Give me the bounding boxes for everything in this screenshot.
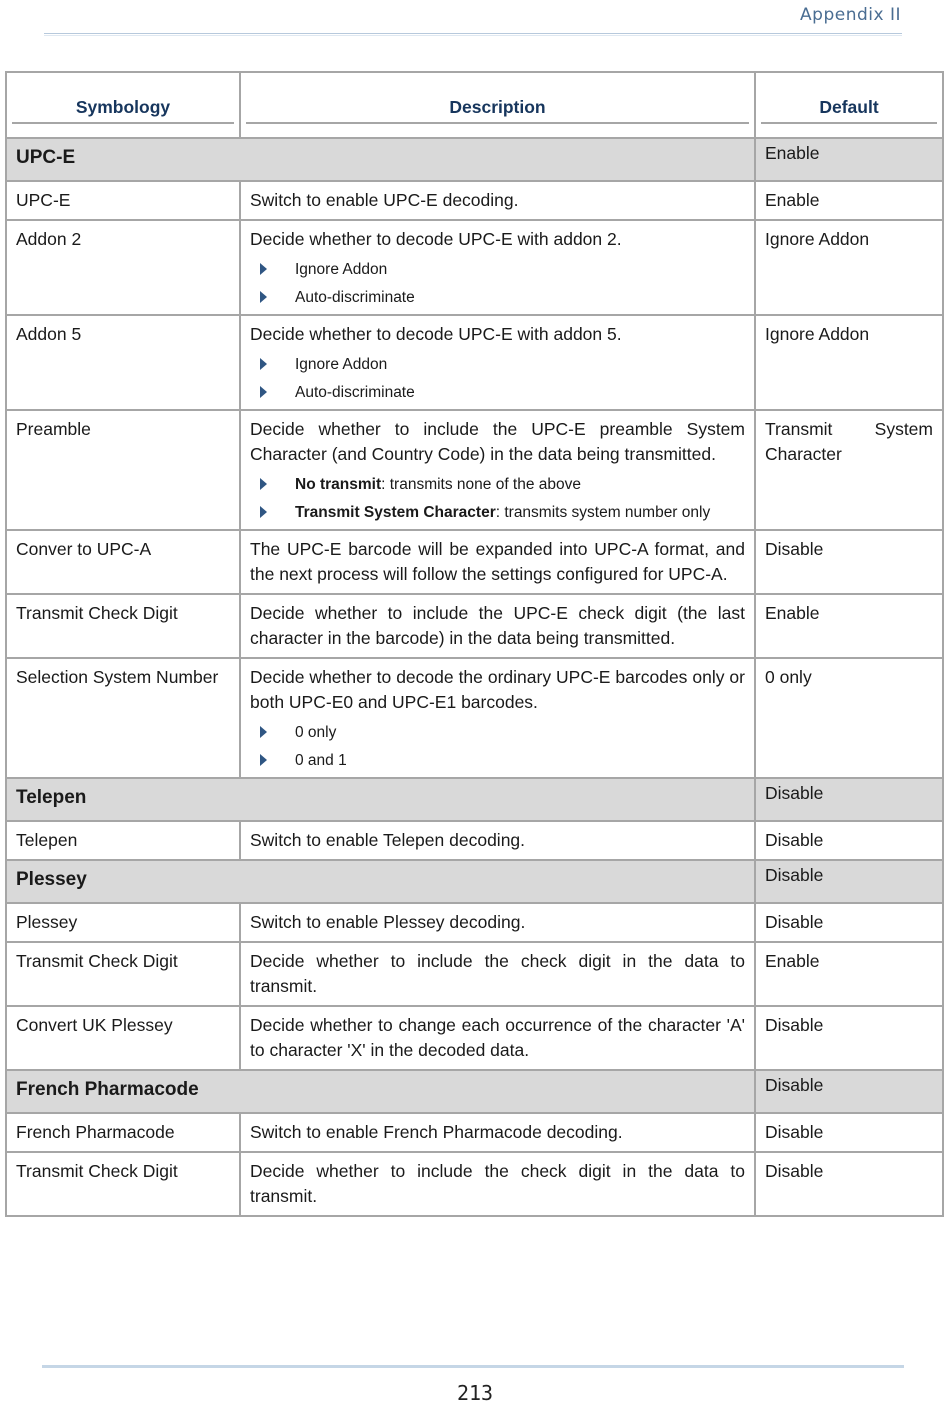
table-row (6, 530, 943, 594)
symbology-cell: French Pharmacode (6, 1113, 240, 1152)
symbology-cell: Transmit Check Digit (6, 1152, 240, 1216)
default-cell: Enable (755, 942, 943, 1006)
description-text: Decide whether to decode the ordinary UPC-E barcodes only or both UPC-E0 and UPC-E1 barcodes. (250, 667, 745, 712)
option-item: Auto-discriminate (250, 383, 745, 403)
table-row (6, 594, 943, 658)
group-name: UPC-E (6, 138, 755, 181)
default-cell: Disable (755, 1113, 943, 1152)
bullet-triangle-icon (260, 726, 267, 738)
table-row (6, 1113, 943, 1152)
description-cell (240, 410, 755, 530)
group-default: Disable (755, 860, 943, 903)
description-text: Decide whether to decode UPC-E with addon 2. (250, 229, 622, 249)
symbology-cell: Convert UK Plessey (6, 1006, 240, 1070)
group-row-plessey (6, 860, 943, 903)
symbology-cell: Transmit Check Digit (6, 942, 240, 1006)
table-row (6, 181, 943, 220)
symbology-cell: Conver to UPC-A (6, 530, 240, 594)
symbology-cell: Addon 2 (6, 220, 240, 315)
description-cell (240, 315, 755, 410)
table-row (6, 1006, 943, 1070)
description-cell: Decide whether to change each occurrence of the character 'A' to character 'X' in the decoded data. (240, 1006, 755, 1070)
bullet-triangle-icon (260, 386, 267, 398)
header-symbology: Symbology (6, 72, 240, 138)
table-row (6, 903, 943, 942)
description-cell: Decide whether to include the check digit in the data to transmit. (240, 1152, 755, 1216)
section-header: Appendix II (800, 5, 901, 25)
group-name: Telepen (6, 778, 755, 821)
bullet-triangle-icon (260, 478, 267, 490)
description-cell: Switch to enable French Pharmacode decoding. (240, 1113, 755, 1152)
option-item: No transmit: transmits none of the above (250, 475, 745, 495)
symbology-cell: UPC-E (6, 181, 240, 220)
header-default: Default (755, 72, 943, 138)
option-item: Ignore Addon (250, 260, 745, 280)
symbology-cell: Selection System Number (6, 658, 240, 778)
default-cell: Disable (755, 1152, 943, 1216)
default-cell: Disable (755, 530, 943, 594)
default-cell: Disable (755, 821, 943, 860)
description-cell: Switch to enable Telepen decoding. (240, 821, 755, 860)
table-row (6, 821, 943, 860)
table-row (6, 220, 943, 315)
default-cell: Ignore Addon (755, 315, 943, 410)
symbology-cell: Preamble (6, 410, 240, 530)
option-item: Ignore Addon (250, 355, 745, 375)
default-cell: Disable (755, 903, 943, 942)
option-item: Transmit System Character: transmits system number only (250, 503, 745, 523)
bullet-triangle-icon (260, 358, 267, 370)
option-item: 0 and 1 (250, 751, 745, 771)
bullet-triangle-icon (260, 263, 267, 275)
footer-rule (42, 1365, 904, 1368)
default-cell: Disable (755, 1006, 943, 1070)
description-cell (240, 658, 755, 778)
header-description: Description (240, 72, 755, 138)
description-cell: Switch to enable Plessey decoding. (240, 903, 755, 942)
symbology-cell: Telepen (6, 821, 240, 860)
description-text: Decide whether to include the UPC-E preamble System Character (and Country Code) in the data being transmitted. (250, 419, 745, 464)
description-cell: Switch to enable UPC-E decoding. (240, 181, 755, 220)
symbology-cell: Addon 5 (6, 315, 240, 410)
description-cell (240, 220, 755, 315)
option-item: Auto-discriminate (250, 288, 745, 308)
description-cell: Decide whether to include the UPC-E check digit (the last character in the barcode) in the data being transmitted. (240, 594, 755, 658)
symbology-table (5, 71, 944, 1217)
bullet-triangle-icon (260, 754, 267, 766)
group-row-upce (6, 138, 943, 181)
group-row-french-pharmacode (6, 1070, 943, 1113)
default-cell: Enable (755, 181, 943, 220)
default-cell: 0 only (755, 658, 943, 778)
default-cell: Enable (755, 594, 943, 658)
default-cell: Transmit System Character (755, 410, 943, 530)
symbology-cell: Plessey (6, 903, 240, 942)
table-row (6, 1152, 943, 1216)
page-number: 213 (456, 1381, 494, 1405)
symbology-cell: Transmit Check Digit (6, 594, 240, 658)
table-header-row (6, 72, 943, 138)
description-cell: The UPC-E barcode will be expanded into UPC-A format, and the next process will follow the settings configured for UPC-A. (240, 530, 755, 594)
description-text: Decide whether to decode UPC-E with addon 5. (250, 324, 622, 344)
group-row-telepen (6, 778, 943, 821)
header-rule (44, 33, 902, 36)
table-row (6, 942, 943, 1006)
table-row (6, 315, 943, 410)
group-default: Disable (755, 1070, 943, 1113)
bullet-triangle-icon (260, 291, 267, 303)
table-row (6, 410, 943, 530)
group-name: French Pharmacode (6, 1070, 755, 1113)
default-cell: Ignore Addon (755, 220, 943, 315)
group-name: Plessey (6, 860, 755, 903)
description-cell: Decide whether to include the check digit in the data to transmit. (240, 942, 755, 1006)
bullet-triangle-icon (260, 506, 267, 518)
table-row (6, 658, 943, 778)
option-item: 0 only (250, 723, 745, 743)
group-default: Disable (755, 778, 943, 821)
group-default: Enable (755, 138, 943, 181)
